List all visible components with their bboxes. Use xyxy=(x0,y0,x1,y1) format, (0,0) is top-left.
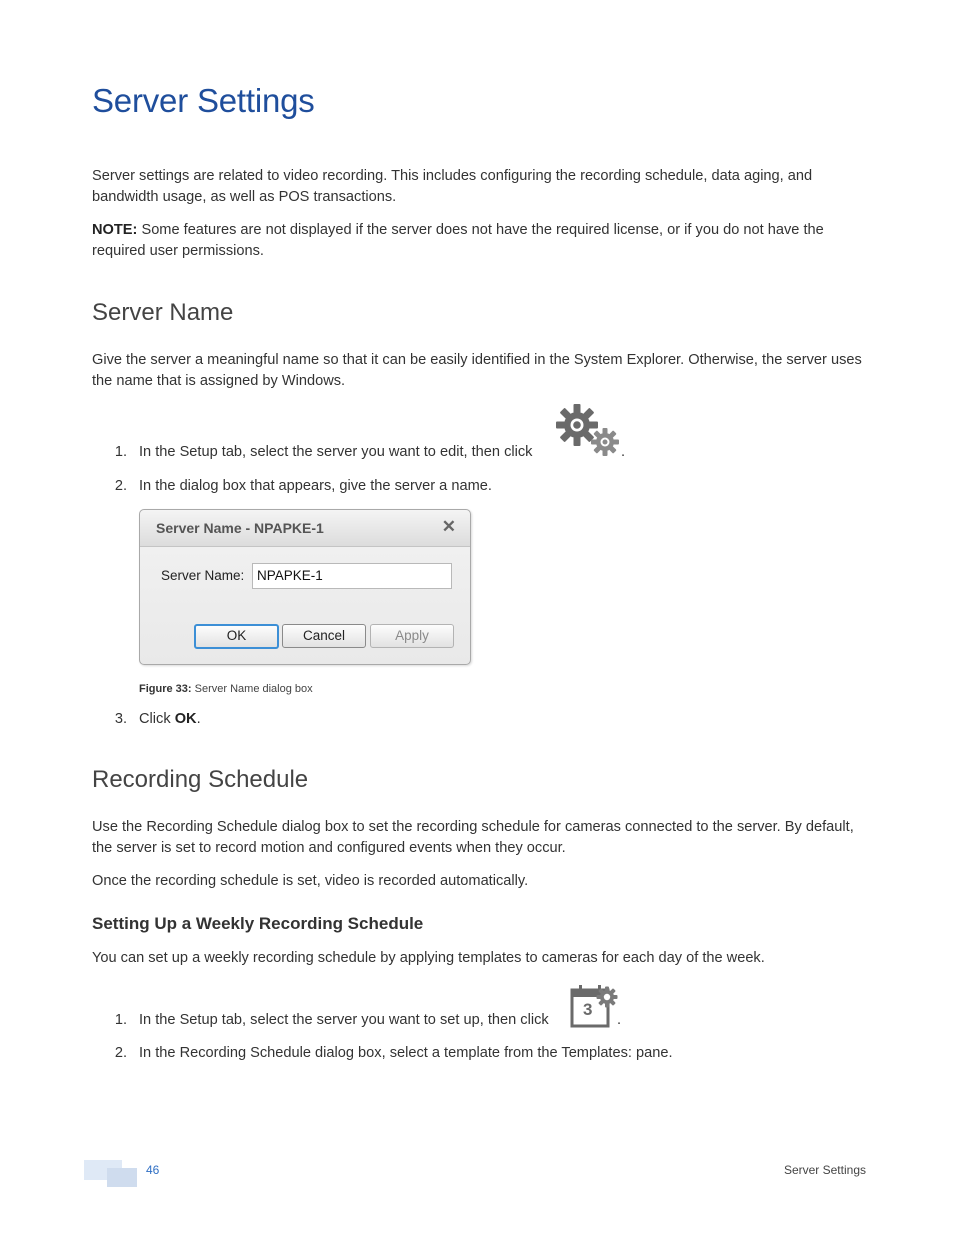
intro-paragraph: Server settings are related to video recording. This includes configuring the recording schedule, data aging, and bandwidth usage, as well as POS transactions. xyxy=(92,168,813,205)
close-icon[interactable]: ✕ xyxy=(441,517,456,536)
server-name-dialog xyxy=(139,509,471,665)
calendar-gear-icon xyxy=(570,983,620,1029)
recording-schedule-description: Use the Recording Schedule dialog box to set the recording schedule for cameras connected to the server. By default, the server is set to record motion and configured events when they occur. xyxy=(92,819,854,856)
step-number: 1. xyxy=(114,1012,127,1028)
dialog-title: Server Name - NPAPKE-1 xyxy=(156,520,324,536)
figure-label: Figure 33: xyxy=(139,683,192,695)
page-title: Server Settings xyxy=(92,82,315,119)
figure-caption xyxy=(139,683,313,695)
step-text: In the Setup tab, select the server you want to edit, then click xyxy=(139,444,533,460)
gears-icon xyxy=(556,403,622,459)
step-text-post: . xyxy=(196,711,201,727)
calendar-gear-icon-graphic xyxy=(570,983,620,1029)
step-text-bold: OK xyxy=(174,711,197,727)
recording-schedule-heading: Recording Schedule xyxy=(92,766,309,793)
step-text xyxy=(139,709,201,730)
weekly-schedule-subheading: Setting Up a Weekly Recording Schedule xyxy=(92,914,424,933)
server-name-description: Give the server a meaningful name so that it can be easily identified in the System Explorer. Otherwise, the server uses the name that is assigned by Windows. xyxy=(92,352,862,389)
step-text-pre: Click xyxy=(139,711,175,727)
recording-schedule-description-2: Once the recording schedule is set, video is recorded automatically. xyxy=(92,873,529,889)
step-number: 3. xyxy=(114,711,127,727)
note-paragraph xyxy=(92,220,862,262)
ok-button[interactable]: OK xyxy=(194,624,279,649)
footer-section-title: Server Settings xyxy=(783,1163,866,1177)
step-text: In the Recording Schedule dialog box, select a template from the Templates: pane. xyxy=(139,1045,673,1061)
step-text: In the Setup tab, select the server you want to set up, then click xyxy=(139,1012,549,1028)
step-tail: . xyxy=(617,1012,622,1028)
footer-decoration xyxy=(107,1168,137,1187)
step-text: In the dialog box that appears, give the server a name. xyxy=(139,478,492,494)
note-label: NOTE: xyxy=(92,222,138,238)
step-tail: . xyxy=(621,444,626,460)
figure-caption-text: Server Name dialog box xyxy=(191,683,313,695)
calendar-number: 3 xyxy=(583,1000,593,1019)
server-name-input[interactable]: NPAPKE-1 xyxy=(252,563,452,589)
page-number: 46 xyxy=(146,1163,160,1177)
dialog-titlebar xyxy=(140,510,470,547)
server-name-heading: Server Name xyxy=(92,299,234,326)
server-name-label: Server Name: xyxy=(161,568,245,583)
step-number: 2. xyxy=(114,478,127,494)
cancel-button[interactable]: Cancel xyxy=(282,624,366,648)
weekly-schedule-description: You can set up a weekly recording schedule by applying templates to cameras for each day of the week. xyxy=(92,950,765,966)
step-number: 2. xyxy=(114,1045,127,1061)
step-number: 1. xyxy=(114,444,127,460)
note-text: Some features are not displayed if the server does not have the required license, or if you do not have the required user permissions. xyxy=(92,222,824,259)
apply-button[interactable]: Apply xyxy=(370,624,454,648)
